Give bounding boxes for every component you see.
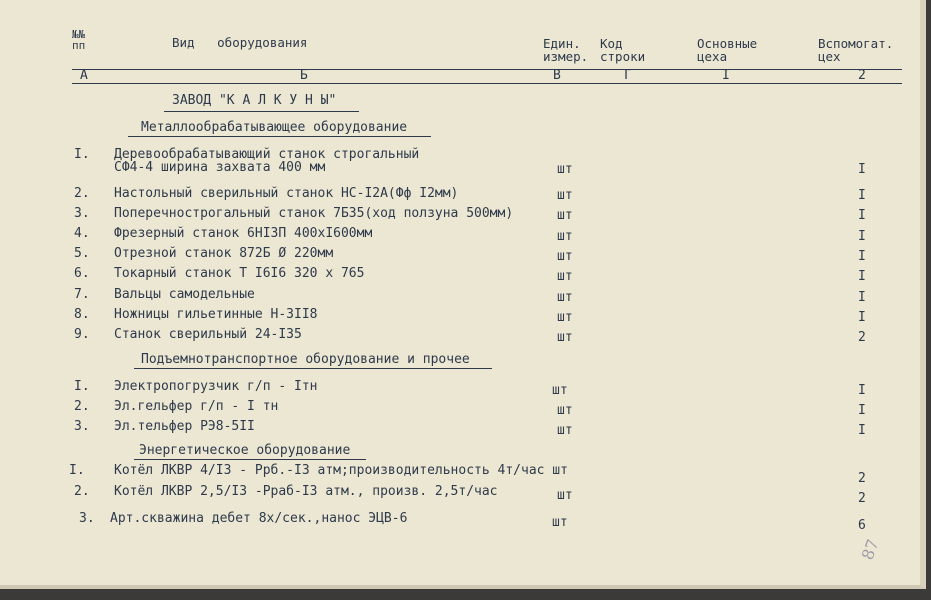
row-num: 3. (74, 419, 90, 434)
col-letter-v: В (553, 68, 561, 83)
row-name: Поперечнострогальный станок 7Б35(ход ползуна 500мм) (114, 206, 514, 221)
row-name: Котёл ЛКВР 4/I3 - Ррб.-I3 атм;производительность 4т/час шт (114, 463, 568, 478)
row-unit: шт (557, 162, 573, 177)
col-letter-i: I (722, 68, 730, 83)
factory-title: ЗАВОД "К А Л К У Н Ы" (172, 93, 337, 108)
row-num: 2. (74, 484, 90, 499)
header-aux: Вспомогат. цех (818, 36, 894, 64)
section-title: Подъемнотранспортное оборудование и прочее (141, 352, 470, 367)
header-name: Вид оборудования (172, 35, 308, 50)
section-underline (128, 136, 431, 137)
section-title: Металлообрабатывающее оборудование (141, 120, 408, 135)
header-unit: Един. измер. (543, 36, 589, 64)
factory-title-underline (164, 111, 359, 112)
row-unit: шт (557, 208, 573, 223)
header-rule-top (72, 69, 902, 70)
section-title: Энергетическое оборудование (139, 443, 351, 458)
row-unit: шт (557, 249, 573, 264)
row-name: Фрезерный станок 6НI3П 400хI600мм (114, 226, 373, 241)
row-aux: I (858, 310, 866, 325)
row-aux: 2 (858, 471, 866, 486)
row-name: Станок сверильный 24-I35 (114, 327, 302, 342)
row-unit: шт (557, 269, 573, 284)
row-unit: шт (557, 188, 573, 203)
row-name: Котёл ЛКВР 2,5/I3 -Рраб-I3 атм., произв. 2,5т/час (114, 484, 498, 499)
row-aux: 2 (858, 330, 866, 345)
col-letter-g: Г (624, 68, 632, 83)
row-aux: I (858, 208, 866, 223)
row-aux: I (858, 162, 866, 177)
header-main: Основные цеха (697, 36, 758, 64)
row-num: I. (74, 147, 90, 162)
row-num: 6. (74, 266, 90, 281)
row-name: Отрезной станок 872Б Ø 220мм (114, 246, 334, 261)
row-aux: I (858, 403, 866, 418)
row-aux: 6 (858, 518, 866, 533)
row-aux: I (858, 188, 866, 203)
row-num: 2. (74, 186, 90, 201)
header-num: №№ пп (72, 28, 86, 52)
row-name: Токарный станок Т I6I6 320 х 765 (114, 266, 365, 281)
header-code: Код строки (600, 36, 646, 64)
row-aux: 2 (858, 491, 866, 506)
row-num: 9. (74, 327, 90, 342)
row-unit: шт (557, 423, 573, 438)
row-unit: шт (552, 515, 568, 530)
row-num: 3. (74, 206, 90, 221)
section-underline (134, 459, 366, 460)
row-name: Деревообрабатывающий станок строгальный СФ4-4 ширина захвата 400 мм (114, 147, 420, 175)
row-unit: шт (557, 310, 573, 325)
row-name: Электропогрузчик г/п - Iтн (114, 379, 318, 394)
col-letter-2: 2 (858, 68, 866, 83)
row-unit: шт (552, 383, 568, 398)
row-unit: шт (557, 229, 573, 244)
row-aux: I (858, 290, 866, 305)
row-unit: шт (557, 403, 573, 418)
row-unit: шт (557, 330, 573, 345)
row-num: I. (69, 463, 85, 478)
header-rule-bottom (72, 83, 902, 84)
row-num: 2. (74, 399, 90, 414)
row-aux: I (858, 423, 866, 438)
row-name: Вальцы самодельные (114, 287, 255, 302)
row-num: 4. (74, 226, 90, 241)
row-num: 5. (74, 246, 90, 261)
bleed-through-text (80, 0, 87, 10)
row-num: 7. (74, 287, 90, 302)
row-name: Настольный сверильный станок НС-I2А(Фф I2мм) (114, 186, 459, 201)
row-num: I. (74, 379, 90, 394)
row-name: Эл.тельфер РЭ8-5II (114, 419, 255, 434)
section-underline (134, 368, 492, 369)
row-num: 8. (74, 307, 90, 322)
page-number-mark: 87 (857, 536, 883, 563)
row-unit: шт (557, 290, 573, 305)
row-aux: I (858, 229, 866, 244)
row-aux: I (858, 269, 866, 284)
row-name: Ножницы гильетинные Н-3II8 (114, 307, 318, 322)
col-letter-a: А (80, 68, 88, 83)
row-aux: I (858, 249, 866, 264)
row-unit: шт (557, 488, 573, 503)
row-aux: I (858, 383, 866, 398)
row-name: Арт.скважина дебет 8х/сек.,нанос ЭЦВ-6 (110, 511, 408, 526)
row-name: Эл.гельфер г/п - I тн (114, 399, 279, 414)
col-letter-b: Б (300, 68, 308, 83)
row-num: 3. (79, 511, 95, 526)
